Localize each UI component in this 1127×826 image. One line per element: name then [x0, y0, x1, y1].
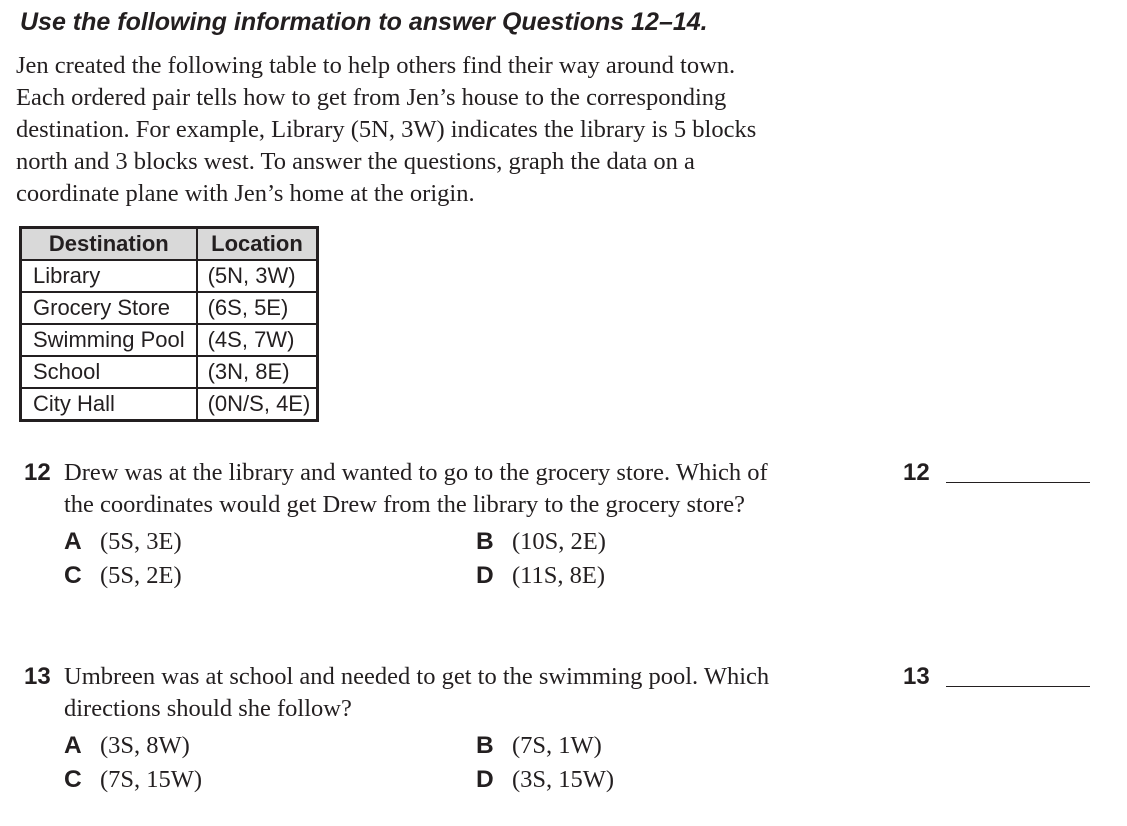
question-line: the coordinates would get Drew from the library to the grocery store? — [64, 491, 745, 518]
location-cell: (5N, 3W) — [197, 260, 318, 292]
choice-letter: D — [476, 766, 494, 793]
question-text — [64, 661, 884, 725]
choice-letter: A — [64, 528, 82, 555]
intro-line: Each ordered pair tells how to get from Jen’s house to the corresponding — [16, 84, 727, 111]
choice-text: (3S, 8W) — [100, 732, 190, 759]
choice-12-b[interactable] — [476, 526, 606, 558]
choice-13-c[interactable] — [64, 764, 202, 796]
choice-13-a[interactable] — [64, 730, 190, 762]
choice-text: (5S, 3E) — [100, 528, 182, 555]
choice-12-c[interactable] — [64, 560, 182, 592]
intro-line: coordinate plane with Jen’s home at the origin. — [16, 180, 475, 207]
choice-text: (7S, 1W) — [512, 732, 602, 759]
destination-cell: Library — [21, 260, 197, 292]
answer-blank-12[interactable] — [946, 482, 1090, 483]
table-row — [21, 292, 318, 324]
intro-line: destination. For example, Library (5N, 3W) indicates the library is 5 blocks — [16, 116, 757, 143]
choice-letter: C — [64, 766, 82, 793]
choice-letter: B — [476, 732, 494, 759]
choice-12-d[interactable] — [476, 560, 605, 592]
intro-paragraph — [16, 50, 896, 210]
location-cell: (3N, 8E) — [197, 356, 318, 388]
choice-text: (10S, 2E) — [512, 528, 606, 555]
destination-cell: Swimming Pool — [21, 324, 197, 356]
location-cell: (4S, 7W) — [197, 324, 318, 356]
table-row — [21, 324, 318, 356]
answer-blank-13[interactable] — [946, 686, 1090, 687]
answer-label-13: 13 — [903, 663, 930, 690]
destination-table — [19, 226, 319, 422]
choice-12-a[interactable] — [64, 526, 182, 558]
destination-cell: City Hall — [21, 388, 197, 421]
table-row — [21, 388, 318, 421]
table-row — [21, 356, 318, 388]
choice-letter: B — [476, 528, 494, 555]
question-number: 13 — [24, 663, 51, 690]
question-line: directions should she follow? — [64, 695, 352, 722]
intro-line: north and 3 blocks west. To answer the questions, graph the data on a — [16, 148, 695, 175]
column-header-destination: Destination — [21, 228, 197, 261]
choice-text: (3S, 15W) — [512, 766, 615, 793]
column-header-location: Location — [197, 228, 318, 261]
section-heading: Use the following information to answer Questions 12–14. — [20, 8, 708, 36]
choice-letter: C — [64, 562, 82, 589]
table-header-row — [21, 228, 318, 261]
table-row — [21, 260, 318, 292]
choice-letter: A — [64, 732, 82, 759]
intro-line: Jen created the following table to help others find their way around town. — [16, 52, 736, 79]
answer-label-12: 12 — [903, 459, 930, 486]
destination-cell: School — [21, 356, 197, 388]
choice-text: (5S, 2E) — [100, 562, 182, 589]
question-line: Umbreen was at school and needed to get to the swimming pool. Which — [64, 663, 770, 690]
destination-cell: Grocery Store — [21, 292, 197, 324]
question-number: 12 — [24, 459, 51, 486]
choice-text: (7S, 15W) — [100, 766, 203, 793]
choice-text: (11S, 8E) — [512, 562, 605, 589]
location-cell: (6S, 5E) — [197, 292, 318, 324]
question-text — [64, 457, 884, 521]
location-cell: (0N/S, 4E) — [197, 388, 318, 421]
choice-letter: D — [476, 562, 494, 589]
choice-13-b[interactable] — [476, 730, 602, 762]
question-line: Drew was at the library and wanted to go to the grocery store. Which of — [64, 459, 768, 486]
choice-13-d[interactable] — [476, 764, 614, 796]
